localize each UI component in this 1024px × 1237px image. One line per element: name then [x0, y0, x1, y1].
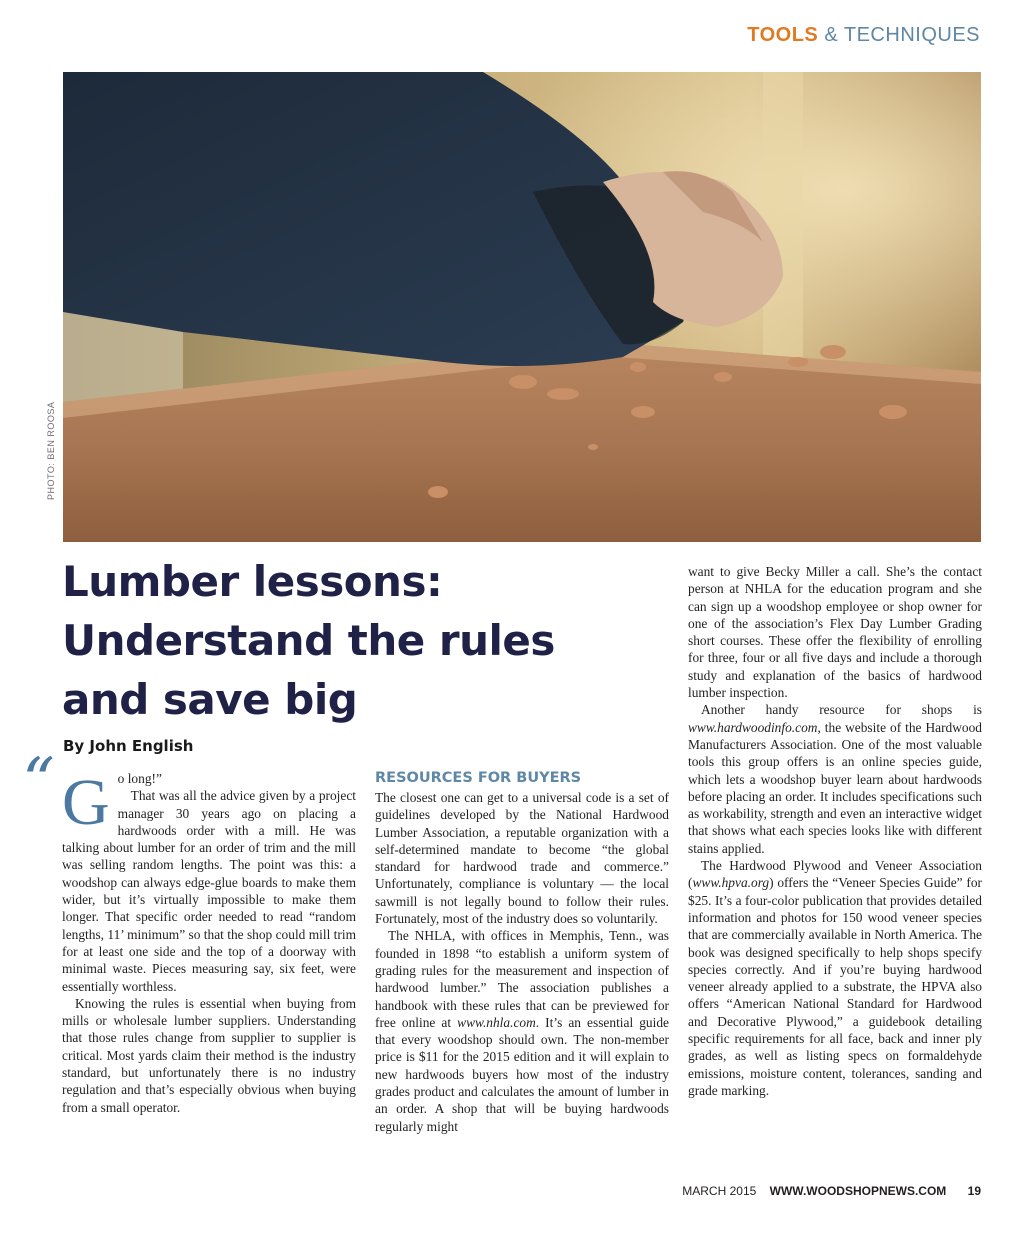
- byline: By John English: [63, 737, 194, 755]
- article-paragraph: That was all the advice given by a project manager 30 years ago on placing a hardwoods order with a mill. He was talking about lumber for an order of trim and the mill was selling random lengths. The point was this: a woodshop can always edge-glue boards to make them wider, but it’s virtually impossible to make them longer. That specific order needed to read “random lengths, 11’ minimum” so that the shop could mill trim for at least one side and the top of a doorway with minimal waste. Pieces measuring say, six feet, were essentially worthless.: [62, 788, 356, 994]
- article-paragraph: [688, 857, 982, 1099]
- article-column-1: [62, 766, 356, 1116]
- article-paragraph: The closest one can get to a universal code is a set of guidelines developed by the National Hardwood Lumber Association, a reputable organization with a self-determined mandate to become “the global standard for hardwood trade and commerce.” Unfortunately, compliance is voluntary — the local sawmill is not legally bound to follow their rules. Fortunately, most of the industry does so voluntarily.: [375, 790, 669, 927]
- article-paragraph: Knowing the rules is essential when buying from mills or wholesale lumber suppliers. Understanding that those rules change from supplier to supplier is critical. Most yards claim their method is the industry standard, but unfortunately there is no industry regulation and that’s especially obvious when buying from a small operator.: [62, 995, 356, 1115]
- article-paragraph: [62, 766, 356, 839]
- headline-line-3: and save big: [62, 675, 358, 724]
- headline-line-1: Lumber lessons:: [62, 557, 443, 606]
- section-label: [747, 24, 980, 47]
- hpva-link[interactable]: www.hpva.org: [692, 875, 770, 891]
- hardwoodinfo-link[interactable]: www.hardwoodinfo.com: [688, 719, 818, 735]
- website-link[interactable]: WWW.WOODSHOPNEWS.COM: [769, 1184, 947, 1198]
- text-run: The Hardwood Plywood and Veneer Association (: [688, 858, 982, 891]
- text-run: . It’s an essential guide that every woodshop should own. The non-member price is $11 for the 2015 edition and it will explain to new hardwoods buyers how most of the industry grades product and calculates the amount of lumber in an order. A shop that will be buying hardwoods regularly might: [375, 1014, 669, 1134]
- article-column-2: [375, 770, 669, 1135]
- section-techniques: TECHNIQUES: [843, 24, 980, 46]
- drop-cap: G: [62, 766, 110, 839]
- nhla-link[interactable]: www.nhla.com: [457, 1014, 536, 1030]
- quote-mark: “: [22, 745, 55, 819]
- article-paragraph: want to give Becky Miller a call. She’s the contact person at NHLA for the education program and she can sign up a woodshop employee or shop owner for one of the association’s Flex Day Lumber Grading short courses. These offer the flexibility of enrolling for three, four or all five days and include a thorough study and explanation of the basics of hardwood lumber inspection.: [688, 564, 982, 701]
- article-column-3: [688, 563, 982, 1099]
- text-run: Another handy resource for shops is: [701, 702, 982, 718]
- headline: [62, 552, 582, 729]
- hero-photo: [63, 72, 981, 542]
- text-run: ) offers the “Veneer Species Guide” for $25. It’s a four-color publication that provides detailed information and photos for 150 wood veneer species that are commercially available in North America. The book was designed specifically to help shops specify species correctly. And if you’re buying hardwood veneer already applied to a substrate, the HPVA also offers “American National Standard for Hardwood and Decorative Plywood,” a guidebook detailing specific requirements for all face, back and inner ply grades, as well as listing specs on formaldehyde emissions, moisture content, tolerances, sanding and grade marking.: [688, 875, 982, 1098]
- article-paragraph: [375, 927, 669, 1135]
- issue-date: MARCH 2015: [682, 1184, 757, 1198]
- section-tools: TOOLS: [747, 24, 819, 46]
- opening-line: o long!”: [117, 771, 162, 786]
- subhead-resources: RESOURCES FOR BUYERS: [375, 770, 582, 786]
- text-run: The NHLA, with offices in Memphis, Tenn., was founded in 1898 “to establish a uniform system of grading rules for the measurement and inspection of hardwood lumber.” The association publishes a handbook with these rules that can be previewed for free online at: [375, 928, 669, 1030]
- article-paragraph: [688, 701, 982, 857]
- page-footer: [682, 1184, 981, 1198]
- text-run: , the website of the Hardwood Manufacturers Association. One of the most valuable tools this group offers is an online species guide, which lets a woodshop buyer learn about hardwoods before placing an order. It includes specifications such as workability, strength and even an interactive widget that shows what each species looks like with different stains applied.: [688, 719, 982, 856]
- headline-line-2: Understand the rules: [62, 616, 555, 665]
- section-amp: &: [824, 24, 839, 46]
- hand-planing-wood-icon: [63, 72, 981, 542]
- photo-credit: PHOTO: BEN ROOSA: [46, 401, 56, 500]
- page-number: 19: [967, 1184, 981, 1198]
